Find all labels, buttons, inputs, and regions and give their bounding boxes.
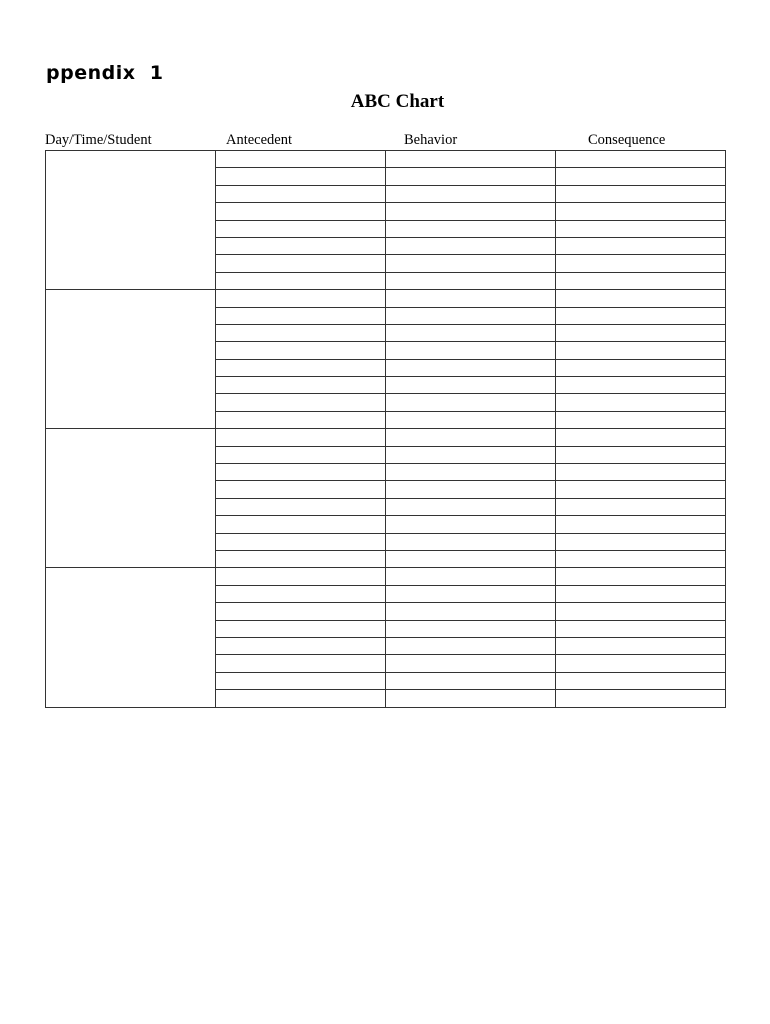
antecedent-cell[interactable] — [216, 394, 386, 411]
student-entry-cell[interactable] — [46, 568, 216, 707]
behavior-cell[interactable] — [386, 203, 556, 220]
antecedent-cell[interactable] — [216, 185, 386, 202]
behavior-cell[interactable] — [386, 672, 556, 689]
consequence-cell[interactable] — [556, 203, 726, 220]
consequence-cell[interactable] — [556, 464, 726, 481]
consequence-cell[interactable] — [556, 220, 726, 237]
behavior-cell[interactable] — [386, 585, 556, 602]
consequence-cell[interactable] — [556, 585, 726, 602]
consequence-cell[interactable] — [556, 255, 726, 272]
consequence-cell[interactable] — [556, 307, 726, 324]
consequence-cell[interactable] — [556, 272, 726, 289]
antecedent-cell[interactable] — [216, 481, 386, 498]
behavior-cell[interactable] — [386, 307, 556, 324]
consequence-cell[interactable] — [556, 168, 726, 185]
behavior-cell[interactable] — [386, 359, 556, 376]
antecedent-cell[interactable] — [216, 637, 386, 654]
antecedent-cell[interactable] — [216, 429, 386, 446]
abc-chart-table — [45, 150, 726, 708]
behavior-cell[interactable] — [386, 550, 556, 567]
antecedent-cell[interactable] — [216, 672, 386, 689]
antecedent-cell[interactable] — [216, 585, 386, 602]
appendix-label: ppendix 1 — [46, 62, 164, 84]
antecedent-cell[interactable] — [216, 655, 386, 672]
behavior-cell[interactable] — [386, 690, 556, 707]
consequence-cell[interactable] — [556, 672, 726, 689]
consequence-cell[interactable] — [556, 481, 726, 498]
consequence-cell[interactable] — [556, 550, 726, 567]
behavior-cell[interactable] — [386, 272, 556, 289]
behavior-cell[interactable] — [386, 446, 556, 463]
consequence-cell[interactable] — [556, 603, 726, 620]
antecedent-cell[interactable] — [216, 324, 386, 341]
behavior-cell[interactable] — [386, 377, 556, 394]
behavior-cell[interactable] — [386, 185, 556, 202]
abc-chart-body — [46, 151, 726, 708]
header-antecedent: Antecedent — [226, 132, 293, 148]
consequence-cell[interactable] — [556, 151, 726, 168]
antecedent-cell[interactable] — [216, 272, 386, 289]
consequence-cell[interactable] — [556, 498, 726, 515]
antecedent-cell[interactable] — [216, 342, 386, 359]
antecedent-cell[interactable] — [216, 237, 386, 254]
consequence-cell[interactable] — [556, 620, 726, 637]
behavior-cell[interactable] — [386, 655, 556, 672]
behavior-cell[interactable] — [386, 220, 556, 237]
antecedent-cell[interactable] — [216, 446, 386, 463]
consequence-cell[interactable] — [556, 568, 726, 585]
consequence-cell[interactable] — [556, 516, 726, 533]
behavior-cell[interactable] — [386, 620, 556, 637]
behavior-cell[interactable] — [386, 151, 556, 168]
header-consequence: Consequence — [588, 132, 666, 148]
consequence-cell[interactable] — [556, 324, 726, 341]
consequence-cell[interactable] — [556, 377, 726, 394]
antecedent-cell[interactable] — [216, 151, 386, 168]
antecedent-cell[interactable] — [216, 550, 386, 567]
antecedent-cell[interactable] — [216, 307, 386, 324]
antecedent-cell[interactable] — [216, 255, 386, 272]
table-row — [46, 568, 726, 585]
consequence-cell[interactable] — [556, 237, 726, 254]
antecedent-cell[interactable] — [216, 498, 386, 515]
table-row — [46, 151, 726, 168]
table-row — [46, 429, 726, 446]
header-day-time-student: Day/Time/Student — [45, 132, 152, 148]
antecedent-cell[interactable] — [216, 516, 386, 533]
consequence-cell[interactable] — [556, 394, 726, 411]
student-entry-cell[interactable] — [46, 290, 216, 429]
student-entry-cell[interactable] — [46, 151, 216, 290]
behavior-cell[interactable] — [386, 290, 556, 307]
consequence-cell[interactable] — [556, 185, 726, 202]
consequence-cell[interactable] — [556, 359, 726, 376]
consequence-cell[interactable] — [556, 690, 726, 707]
consequence-cell[interactable] — [556, 637, 726, 654]
antecedent-cell[interactable] — [216, 464, 386, 481]
behavior-cell[interactable] — [386, 342, 556, 359]
behavior-cell[interactable] — [386, 603, 556, 620]
behavior-cell[interactable] — [386, 533, 556, 550]
consequence-cell[interactable] — [556, 446, 726, 463]
behavior-cell[interactable] — [386, 168, 556, 185]
behavior-cell[interactable] — [386, 237, 556, 254]
antecedent-cell[interactable] — [216, 603, 386, 620]
consequence-cell[interactable] — [556, 290, 726, 307]
antecedent-cell[interactable] — [216, 168, 386, 185]
behavior-cell[interactable] — [386, 394, 556, 411]
antecedent-cell[interactable] — [216, 568, 386, 585]
antecedent-cell[interactable] — [216, 220, 386, 237]
consequence-cell[interactable] — [556, 533, 726, 550]
behavior-cell[interactable] — [386, 464, 556, 481]
behavior-cell[interactable] — [386, 324, 556, 341]
behavior-cell[interactable] — [386, 637, 556, 654]
chart-title: ABC Chart — [350, 91, 445, 112]
antecedent-cell[interactable] — [216, 533, 386, 550]
consequence-cell[interactable] — [556, 655, 726, 672]
behavior-cell[interactable] — [386, 516, 556, 533]
antecedent-cell[interactable] — [216, 203, 386, 220]
behavior-cell[interactable] — [386, 429, 556, 446]
consequence-cell[interactable] — [556, 342, 726, 359]
antecedent-cell[interactable] — [216, 359, 386, 376]
antecedent-cell[interactable] — [216, 690, 386, 707]
behavior-cell[interactable] — [386, 411, 556, 428]
header-behavior: Behavior — [404, 132, 458, 148]
antecedent-cell[interactable] — [216, 290, 386, 307]
table-row — [46, 290, 726, 307]
consequence-cell[interactable] — [556, 411, 726, 428]
behavior-cell[interactable] — [386, 255, 556, 272]
student-entry-cell[interactable] — [46, 429, 216, 568]
antecedent-cell[interactable] — [216, 411, 386, 428]
consequence-cell[interactable] — [556, 429, 726, 446]
behavior-cell[interactable] — [386, 568, 556, 585]
behavior-cell[interactable] — [386, 498, 556, 515]
antecedent-cell[interactable] — [216, 377, 386, 394]
behavior-cell[interactable] — [386, 481, 556, 498]
antecedent-cell[interactable] — [216, 620, 386, 637]
